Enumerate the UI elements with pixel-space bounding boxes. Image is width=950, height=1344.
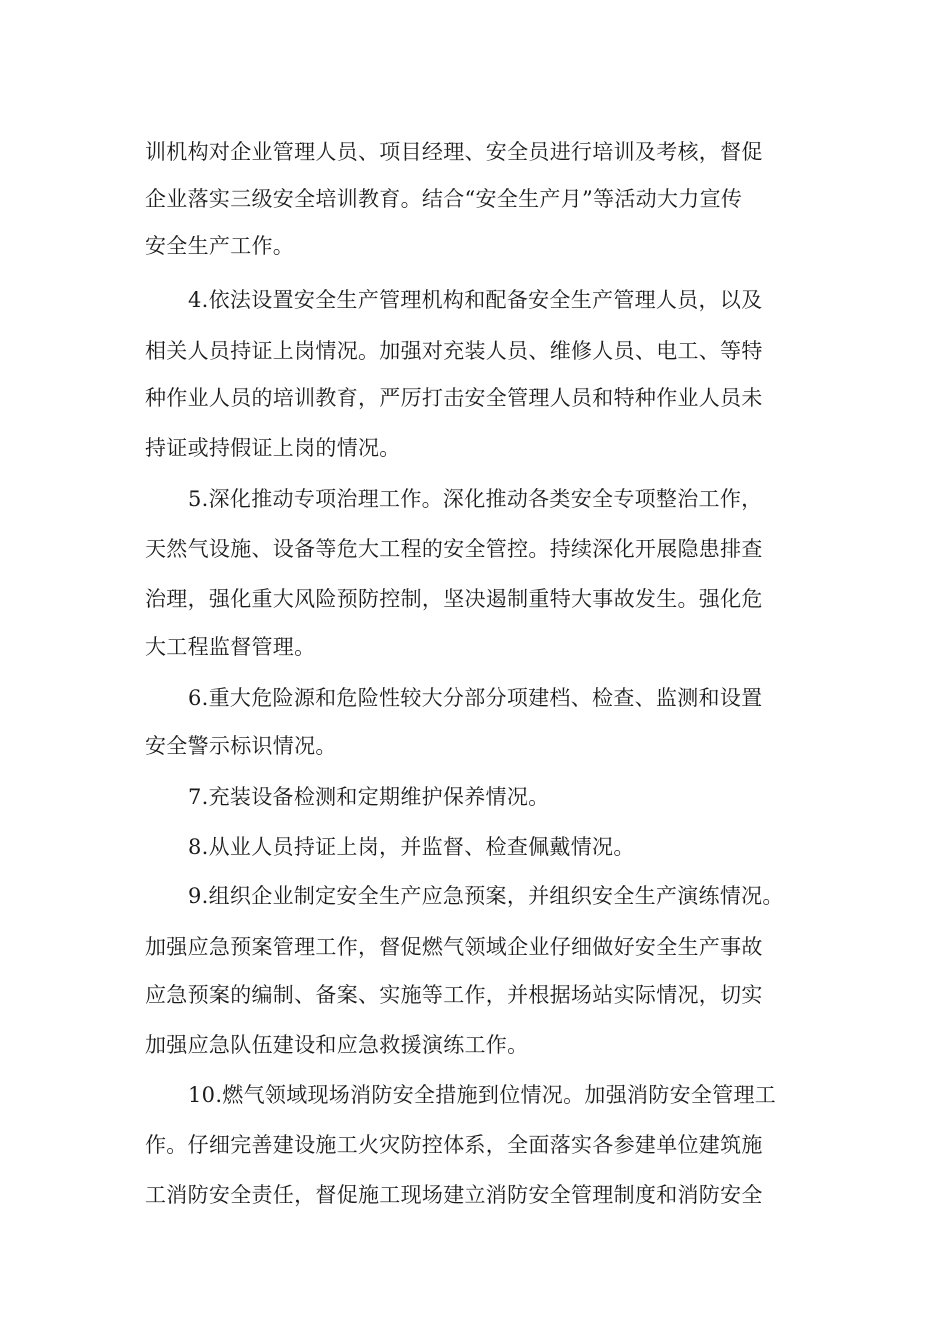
text-line: 7.充装设备检测和定期维护保养情况。 — [188, 785, 550, 809]
text-line: 训机构对企业管理人员、项目经理、安全员进行培训及考核，督促 — [145, 140, 763, 164]
text-line: 加强应急队伍建设和应急救援演练工作。 — [145, 1033, 529, 1057]
text-line: 天然气设施、设备等危大工程的安全管控。持续深化开展隐患排查 — [145, 537, 763, 561]
text-line: 安全警示标识情况。 — [145, 734, 337, 758]
text-line: 持证或持假证上岗的情况。 — [145, 436, 401, 460]
text-line: 工消防安全责任，督促施工现场建立消防安全管理制度和消防安全 — [145, 1183, 763, 1207]
text-line: 6.重大危险源和危险性较大分部分项建档、检查、监测和设置 — [188, 686, 763, 710]
text-line: 4.依法设置安全生产管理机构和配备安全生产管理人员，以及 — [188, 288, 763, 312]
text-line: 相关人员持证上岗情况。加强对充装人员、维修人员、电工、等特 — [145, 339, 763, 363]
text-line: 5.深化推动专项治理工作。深化推动各类安全专项整治工作， — [188, 487, 763, 511]
text-line: 作。仔细完善建设施工火灾防控体系，全面落实各参建单位建筑施 — [145, 1133, 763, 1157]
text-line: 种作业人员的培训教育，严厉打击安全管理人员和特种作业人员未 — [145, 386, 763, 410]
text-line: 8.从业人员持证上岗，并监督、检查佩戴情况。 — [188, 835, 635, 859]
text-line: 治理，强化重大风险预防控制，坚决遏制重特大事故发生。强化危 — [145, 587, 763, 611]
text-line: 安全生产工作。 — [145, 234, 295, 258]
text-line: 9.组织企业制定安全生产应急预案，并组织安全生产演练情况。 — [188, 884, 784, 908]
text-line: 大工程监督管理。 — [145, 635, 316, 659]
text-line: 应急预案的编制、备案、实施等工作，并根据场站实际情况，切实 — [145, 983, 763, 1007]
text-line: 加强应急预案管理工作，督促燃气领域企业仔细做好安全生产事故 — [145, 935, 763, 959]
text-line: 企业落实三级安全培训教育。结合“安全生产月”等活动大力宣传 — [145, 187, 743, 211]
text-line: 10.燃气领域现场消防安全措施到位情况。加强消防安全管理工 — [188, 1083, 777, 1107]
